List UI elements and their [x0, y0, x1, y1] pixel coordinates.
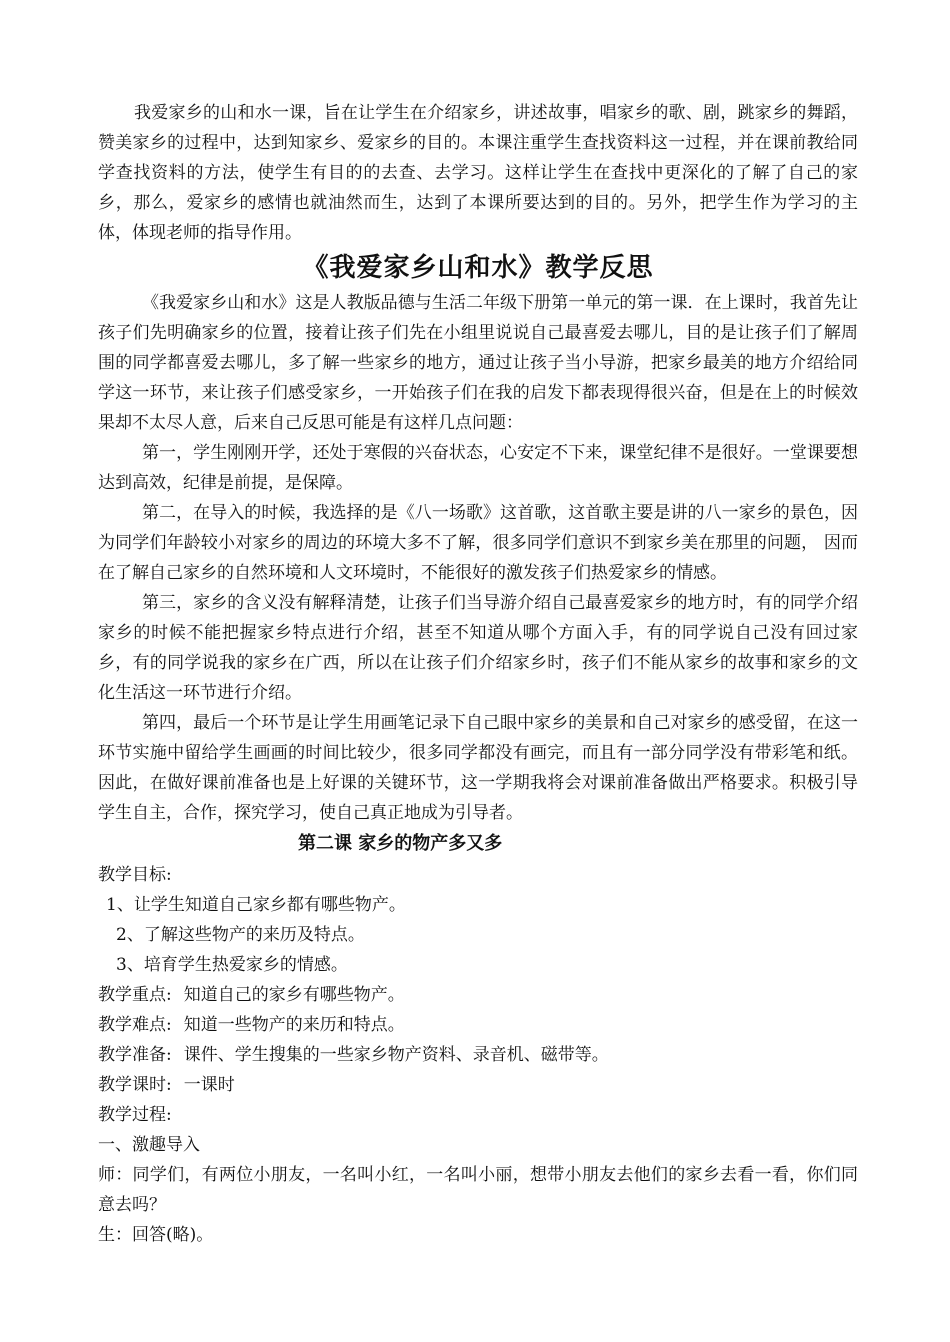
teacher-line: 师：同学们，有两位小朋友，一名叫小红，一名叫小丽，想带小朋友去他们的家乡去看一看，你们同意去吗？: [98, 1165, 858, 1215]
goal-item-2: 2、了解这些物产的来历及特点。: [116, 925, 365, 945]
preparation-label: 教学准备:: [98, 1045, 172, 1065]
process-label: 教学过程:: [98, 1105, 172, 1125]
step-1-heading: 一、激趣导入: [98, 1135, 200, 1155]
reflection-paragraph-4: 第三，家乡的含义没有解释清楚，让孩子们当导游介绍自己最喜爱家乡的地方时，有的同学介绍家乡的时候不能把握家乡特点进行介绍，甚至不知道从哪个方面入手，有的同学说自己没有回过家乡，有的同学说我的家乡在广西，所以在让孩子们介绍家乡时，孩子们不能从家乡的故事和家乡的文化生活这一环节进行介绍。: [98, 593, 858, 703]
student-line: 生：回答(略)。: [98, 1225, 214, 1245]
reflection-paragraph-1: 《我爱家乡山和水》这是人教版品德与生活二年级下册第一单元的第一课．在上课时，我首先让孩子们先明确家乡的位置，接着让孩子们先在小组里说说自己最喜爱去哪儿，目的是让孩子们了解周围的同学都喜爱去哪儿，多了解一些家乡的地方，通过让孩子当小导游，把家乡最美的地方介绍给同学这一环节，来让孩子们感受家乡，一开始孩子们在我的启发下都表现得很兴奋，但是在上的时候效果却不太尽人意，后来自己反思可能是有这样几点问题：: [98, 293, 858, 433]
goal-item-1: 1、让学生知道自己家乡都有哪些物产。: [106, 895, 406, 915]
goals-label: 教学目标:: [98, 865, 172, 885]
reflection-paragraph-5: 第四，最后一个环节是让学生用画笔记录下自己眼中家乡的美景和自己对家乡的感受留，在这一环节实施中留给学生画画的时间比较少，很多同学都没有画完，而且有一部分同学没有带彩笔和纸。因此，在做好课前准备也是上好课的关键环节，这一学期我将会对课前准备做出严格要求。积极引导学生自主，合作，探究学习，使自己真正地成为引导者。: [98, 713, 858, 823]
key-point-value: 知道自己的家乡有哪些物产。: [183, 985, 405, 1005]
reflection-paragraph-3: 第二，在导入的时候，我选择的是《八一场歌》这首歌，这首歌主要是讲的八一家乡的景色，因为同学们年龄较小对家乡的周边的环境大多不了解，很多同学们意识不到家乡美在那里的问题， 因而在了解自己家乡的自然环境和人文环境时，不能很好的激发孩子们热爱家乡的情感。: [98, 503, 858, 583]
class-hours-value: 一课时: [183, 1075, 235, 1095]
preparation-value: 课件、学生搜集的一些家乡物产资料、录音机、磁带等。: [183, 1045, 609, 1065]
key-point-row: [98, 980, 858, 1010]
difficulty-row: [98, 1010, 858, 1040]
reflection-paragraph-2: 第一，学生刚刚开学，还处于寒假的兴奋状态，心安定不下来，课堂纪律不是很好。一堂课要想达到高效，纪律是前提，是保障。: [98, 443, 858, 493]
intro-paragraph: 我爱家乡的山和水一课，旨在让学生在介绍家乡，讲述故事，唱家乡的歌、剧，跳家乡的舞蹈，赞美家乡的过程中，达到知家乡、爱家乡的目的。本课注重学生查找资料这一过程，并在课前教给同学查找资料的方法，使学生有目的的去查、去学习。这样让学生在查找中更深化的了解了自己的家乡，那么，爱家乡的感情也就油然而生，达到了本课所要达到的目的。另外，把学生作为学习的主体，体现老师的指导作用。: [98, 103, 858, 243]
lesson2-title: 第二课 家乡的物产多又多: [298, 833, 503, 854]
reflection-title: 《我爱家乡山和水》教学反思: [302, 253, 654, 283]
goal-item-3: 3、培育学生热爱家乡的情感。: [116, 955, 348, 975]
key-point-label: 教学重点:: [98, 985, 172, 1005]
document-body: [98, 98, 858, 1250]
class-hours-row: [98, 1070, 858, 1100]
difficulty-label: 教学难点:: [98, 1015, 172, 1035]
class-hours-label: 教学课时:: [98, 1075, 172, 1095]
preparation-row: [98, 1040, 858, 1070]
difficulty-value: 知道一些物产的来历和特点。: [183, 1015, 405, 1035]
